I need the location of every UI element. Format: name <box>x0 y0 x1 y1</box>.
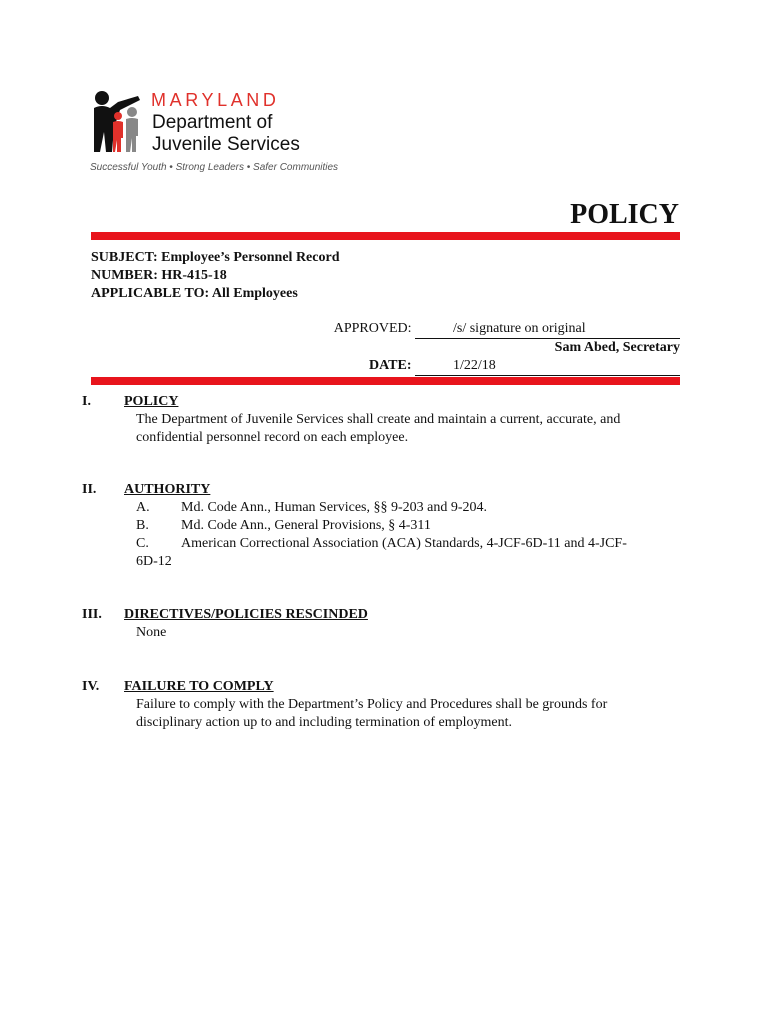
logo-department-name <box>152 112 300 156</box>
section-body <box>136 411 671 447</box>
item-text: American Correctional Association (ACA) Standards, 4-JCF-6D-11 and 4-JCF- <box>181 536 627 551</box>
date-row <box>334 357 680 376</box>
section-body <box>136 696 671 732</box>
section-number: I. <box>82 394 91 409</box>
signature-value: /s/ signature on original <box>415 320 680 339</box>
item-text: Md. Code Ann., General Provisions, § 4-311 <box>181 518 431 533</box>
section-heading: FAILURE TO COMPLY <box>124 679 274 694</box>
approved-row <box>334 320 680 339</box>
logo-tagline: Successful Youth • Strong Leaders • Safer Communities <box>90 162 339 173</box>
signer-name: Sam Abed, Secretary <box>554 340 680 355</box>
applicable-line: APPLICABLE TO: All Employees <box>91 286 298 301</box>
approved-label: APPROVED: <box>333 321 412 336</box>
item-letter: A. <box>136 500 150 515</box>
number-line: NUMBER: HR-415-18 <box>91 268 227 283</box>
subject-line: SUBJECT: Employee’s Personnel Record <box>91 250 340 265</box>
approval-divider <box>91 377 680 385</box>
section-heading: POLICY <box>124 394 179 409</box>
date-label: DATE: <box>368 358 412 373</box>
body-line: Failure to comply with the Department’s Policy and Procedures shall be grounds for <box>136 697 608 712</box>
date-value: 1/22/18 <box>415 357 680 376</box>
item-letter: C. <box>136 536 149 551</box>
section-heading: AUTHORITY <box>124 482 211 497</box>
family-figures-icon <box>88 88 148 154</box>
authority-item <box>136 499 671 517</box>
header-divider <box>91 232 680 240</box>
logo-dept-line1: Department of <box>152 112 273 133</box>
logo-dept-line2: Juvenile Services <box>152 134 300 155</box>
body-line: The Department of Juvenile Services shall create and maintain a current, accurate, and <box>136 412 621 427</box>
item-letter: B. <box>136 518 149 533</box>
section-number: IV. <box>82 679 100 694</box>
section-number: II. <box>82 482 97 497</box>
body-line: confidential personnel record on each employee. <box>136 430 409 445</box>
item-text: Md. Code Ann., Human Services, §§ 9-203 and 9-204. <box>181 500 488 515</box>
authority-item <box>136 517 671 535</box>
authority-item <box>136 535 671 553</box>
approval-block <box>334 320 680 376</box>
item-continuation: 6D-12 <box>136 554 172 569</box>
section-body <box>136 499 671 571</box>
section-number: III. <box>82 607 102 622</box>
logo-state-name: MARYLAND <box>151 90 280 110</box>
section-heading: DIRECTIVES/POLICIES RESCINDED <box>124 607 368 622</box>
policy-metadata <box>91 249 339 303</box>
agency-logo <box>88 88 339 180</box>
document-title: POLICY <box>570 199 679 230</box>
body-line: disciplinary action up to and including termination of employment. <box>136 715 512 730</box>
body-line: None <box>136 625 167 640</box>
section-body <box>136 624 671 642</box>
